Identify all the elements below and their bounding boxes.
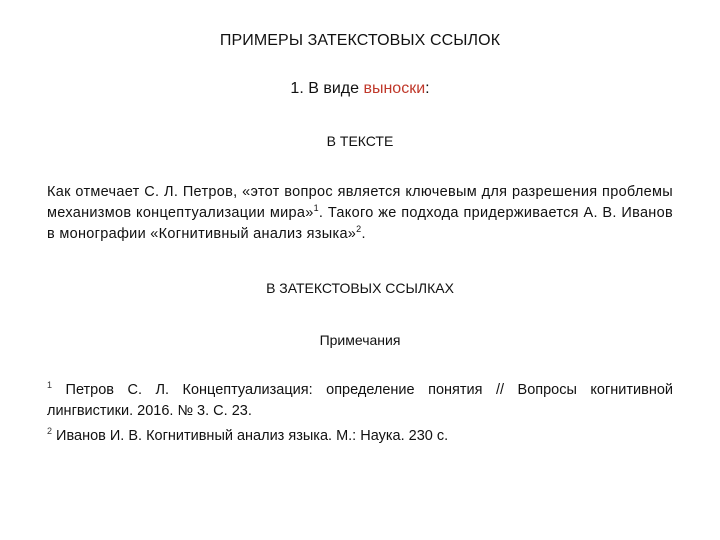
body-text-part-3: . — [361, 226, 366, 242]
note-text: Иванов И. В. Когнитивный анализ языка. М.: Наука. 230 с. — [52, 428, 449, 444]
slide-title: ПРИМЕРЫ ЗАТЕКСТОВЫХ ССЫЛОК — [219, 32, 501, 49]
footnote-ref-1: 1 — [313, 203, 319, 214]
note-text: Петров С. Л. Концептуализация: определение понятия // Вопросы когнитивной лингвистики. 2016. № 3. С. 23. — [47, 382, 673, 419]
footnote-ref-2: 2 — [356, 224, 362, 235]
subtitle-prefix: 1. В виде — [290, 80, 364, 97]
body-paragraph — [47, 182, 673, 245]
note-item — [47, 426, 673, 447]
notes-heading: Примечания — [319, 332, 401, 348]
body-text-part-2: . Такого же подхода придерживается А. В. Иванов в монографии «Когнитивный анализ языка» — [47, 205, 673, 242]
note-item — [47, 380, 673, 422]
body-text-part-1: Как отмечает С. Л. Петров, «этот вопрос является ключевым для разрешения проблемы механизмов концептуализации мира» — [47, 184, 673, 221]
section-label-endnotes: В ЗАТЕКСТОВЫХ ССЫЛКАХ — [266, 280, 454, 296]
section-label-in-text: В ТЕКСТЕ — [326, 133, 394, 149]
note-number: 1 — [47, 380, 53, 391]
slide-subtitle — [0, 80, 720, 98]
note-number: 2 — [47, 426, 53, 437]
subtitle-accent-word: выноски — [363, 80, 426, 97]
subtitle-suffix: : — [425, 80, 430, 97]
notes-list — [47, 380, 673, 451]
